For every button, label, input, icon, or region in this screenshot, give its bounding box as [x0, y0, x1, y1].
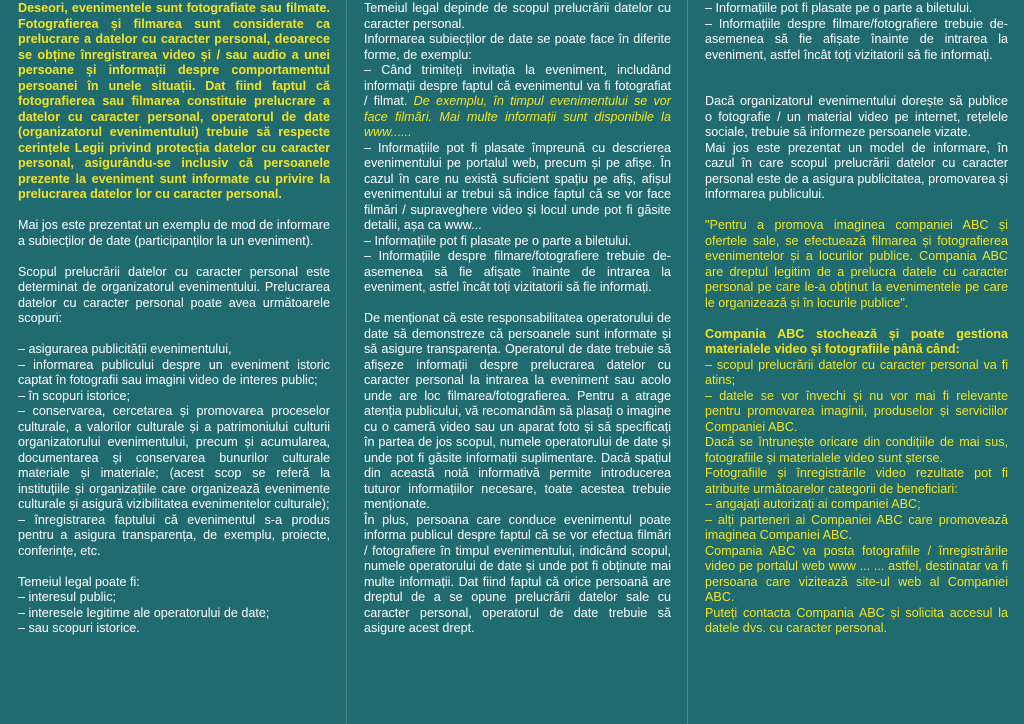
deletion-paragraph: Dacă se întrunește oricare din condițiile de mai sus, fotografiile și materialele video sunt șterse. [705, 435, 1008, 465]
legal-basis-title: Temeiul legal poate fi: [18, 574, 140, 589]
purpose-item: – în scopuri istorice; [18, 388, 130, 403]
entrance-item: – Informațiile despre filmare/fotografiere trebuie de-asemenea să fie afișate înainte de intrarea la eveniment, astfel încât toți vizitatorii să fie informați. [705, 16, 1008, 62]
ticket-item: – Informațiile pot fi plasate pe o parte a biletului. [364, 233, 632, 248]
purpose-paragraph: Scopul prelucrării datelor cu caracter personal este determinat de organizatorul evenimentului. Prelucrarea datelor cu caracter personal poate avea următoarele scopuri: [18, 264, 330, 325]
legal-basis-item: – interesele legitime ale operatorului de date; [18, 605, 270, 620]
storage-item: – scopul prelucrării datelor cu caracter personal va fi atins; [705, 357, 1008, 387]
ticket-item: – Informațiile pot fi plasate pe o parte a biletului. [705, 1, 973, 15]
column-middle [346, 0, 687, 724]
legal-basis-note: Temeiul legal depinde de scopul prelucrării datelor cu caracter personal. [364, 1, 671, 31]
information-forms-paragraph: Informarea subiecților de date se poate face în diferite forme, de exemplu: [364, 32, 671, 62]
example-intro-paragraph: Mai jos este prezentat un exemplu de mod de informare a subiecților de date (participanților la un eveniment). [18, 218, 330, 248]
model-quote: "Pentru a promova imaginea companiei ABC și ofertele sale, se efectuează filmarea și fotografierea evenimentelor și a locurilor publice. Compania ABC are dreptul legitim de a prelucra datele cu caracter personal pe care le-a obținut la evenimentele pe care le organizează și în locurile publice". [705, 218, 1008, 310]
purpose-item: – asigurarea publicității evenimentului, [18, 342, 232, 356]
storage-item: – datele se vor învechi și nu vor mai fi relevante pentru promovarea imaginii, produselor și serviciilor Companiei ABC. [705, 388, 1008, 434]
purpose-item: – conservarea, cercetarea și promovarea proceselor culturale, a valorilor culturale și a patrimoniului culturii organizatorului evenimentului, precum și acumularea, documentarea și conservarea bunurilor culturale materiale și imateriale; (acest scop se referă la instituțiile și organizațiile care organizează evenimente culturale și asigură vizibilitatea evenimentelor culturale); [18, 404, 330, 511]
invitation-example: De exemplu, în timpul evenimentului se vor face filmări. Mai multe informații sunt disponibile la www...... [364, 94, 672, 139]
column-left [0, 0, 346, 724]
model-intro-paragraph: Mai jos este prezentat un model de informare, în cazul în care scopul prelucrării datelor cu caracter personal este de a asigura publicitatea, promovarea și informarea publicului. [705, 140, 1008, 201]
web-poster-item: – Informațiile pot fi plasate împreună cu descrierea evenimentului pe portalul web, precum și pe afișe. În cazul în care nu există suficient spațiu pe afiș, afișul evenimentului ar trebui să indice faptul că se vor face filmări / supraveghere video și locul unde pot fi găsite detalii, așa ca www... [364, 140, 671, 232]
beneficiary-item: – alți parteneri ai Companiei ABC care promovează imaginea Companiei ABC. [705, 512, 1008, 542]
legal-basis-item: – sau scopuri istorice. [18, 621, 140, 635]
purpose-item: – informarea publicului despre un eveniment istoric captat în fotografii sau imagini video de interes public; [18, 357, 330, 387]
legal-basis-item: – interesul public; [18, 590, 117, 604]
invitation-item [364, 63, 671, 141]
host-information-paragraph: În plus, persoana care conduce evenimentul poate informa publicul despre faptul că se vor efectua filmări / fotografiere în timpul evenimentului, indicând scopul, numele operatorului de date și unde pot fi obținute mai multe informații. Dat fiind faptul că orice persoană are dreptul de a se opune prelucrării datelor sale cu caracter personal, operatorul de date trebuie să asigure acest drept. [364, 512, 671, 635]
online-publication-paragraph: Dacă organizatorul evenimentului dorește să publice o fotografie / un material video pe internet, rețelele sociale, trebuie să informeze persoanele vizate. [705, 94, 1008, 139]
entrance-item: – Informațiile despre filmare/fotografiere trebuie de-asemenea să fie afișate înainte de intrarea la eveniment, astfel încât toți vizitatorii să fie informați. [364, 249, 671, 294]
column-right [687, 0, 1024, 724]
invitation-text: – Când trimiteți invitația la eveniment, includând informații despre faptul că evenimentul va fi fotografiat / filmat. [364, 63, 671, 108]
beneficiary-item: – angajați autorizați ai companiei ABC; [705, 497, 921, 511]
storage-title: Compania ABC stochează și poate gestiona materialele video și fotografiile până când: [705, 326, 1008, 356]
web-posting-paragraph: Compania ABC va posta fotografiile / înregistrările video pe portalul web www ... ... astfel, destinatar va fi persoana care vizitează site-ul web al Companiei ABC. [705, 543, 1008, 604]
purpose-item: – înregistrarea faptului că evenimentul s-a produs pentru a asigura transparența, de exemplu, proiecte, conferințe, etc. [18, 512, 330, 558]
beneficiaries-title: Fotografiile și înregistrările video rezultate pot fi atribuite următoarelor categorii de beneficiari: [705, 466, 1008, 496]
responsibility-paragraph: De menționat că este responsabilitatea operatorului de date să demonstreze că persoanele sunt informate și să asigure transparența. Operatorul de date trebuie să afișeze informații despre prelucrarea datelor cu caracter personal la intrarea la eveniment sau acolo unde are loc filmarea/fotografierea. Pentru a atrage atenția publicului, vă recomandăm să plasați o imagine cu o cameră video sau un aparat foto și să specificați în partea de jos scopul, numele operatorului de date și unde pot fi găsite informații suplimentare. Dacă spațiul din această notă informativă permite introducerea tuturor informațiilor necesare, toate acestea trebuie menționate. [364, 311, 671, 511]
intro-paragraph: Deseori, evenimentele sunt fotografiate sau filmate. Fotografierea și filmarea sunt considerate ca prelucrare a datelor cu caracter personal, deoarece se obține înregistrarea video și / sau audio a unei persoane și informații despre comportamentul persoanei în unele situații. Dat fiind faptul că fotografierea sau filmarea constituie prelucrare a datelor cu caracter personal, operatorul de date (organizatorul evenimentului) trebuie să respecte cerințele Legii privind protecția datelor cu caracter personal, asigurându-se inclusiv că persoanele prezente la eveniment sunt informate cu privire la prelucrarea datelor lor cu caracter personal. [18, 1, 330, 201]
contact-paragraph: Puteți contacta Compania ABC și solicita accesul la datele dvs. cu caracter personal. [705, 605, 1008, 635]
